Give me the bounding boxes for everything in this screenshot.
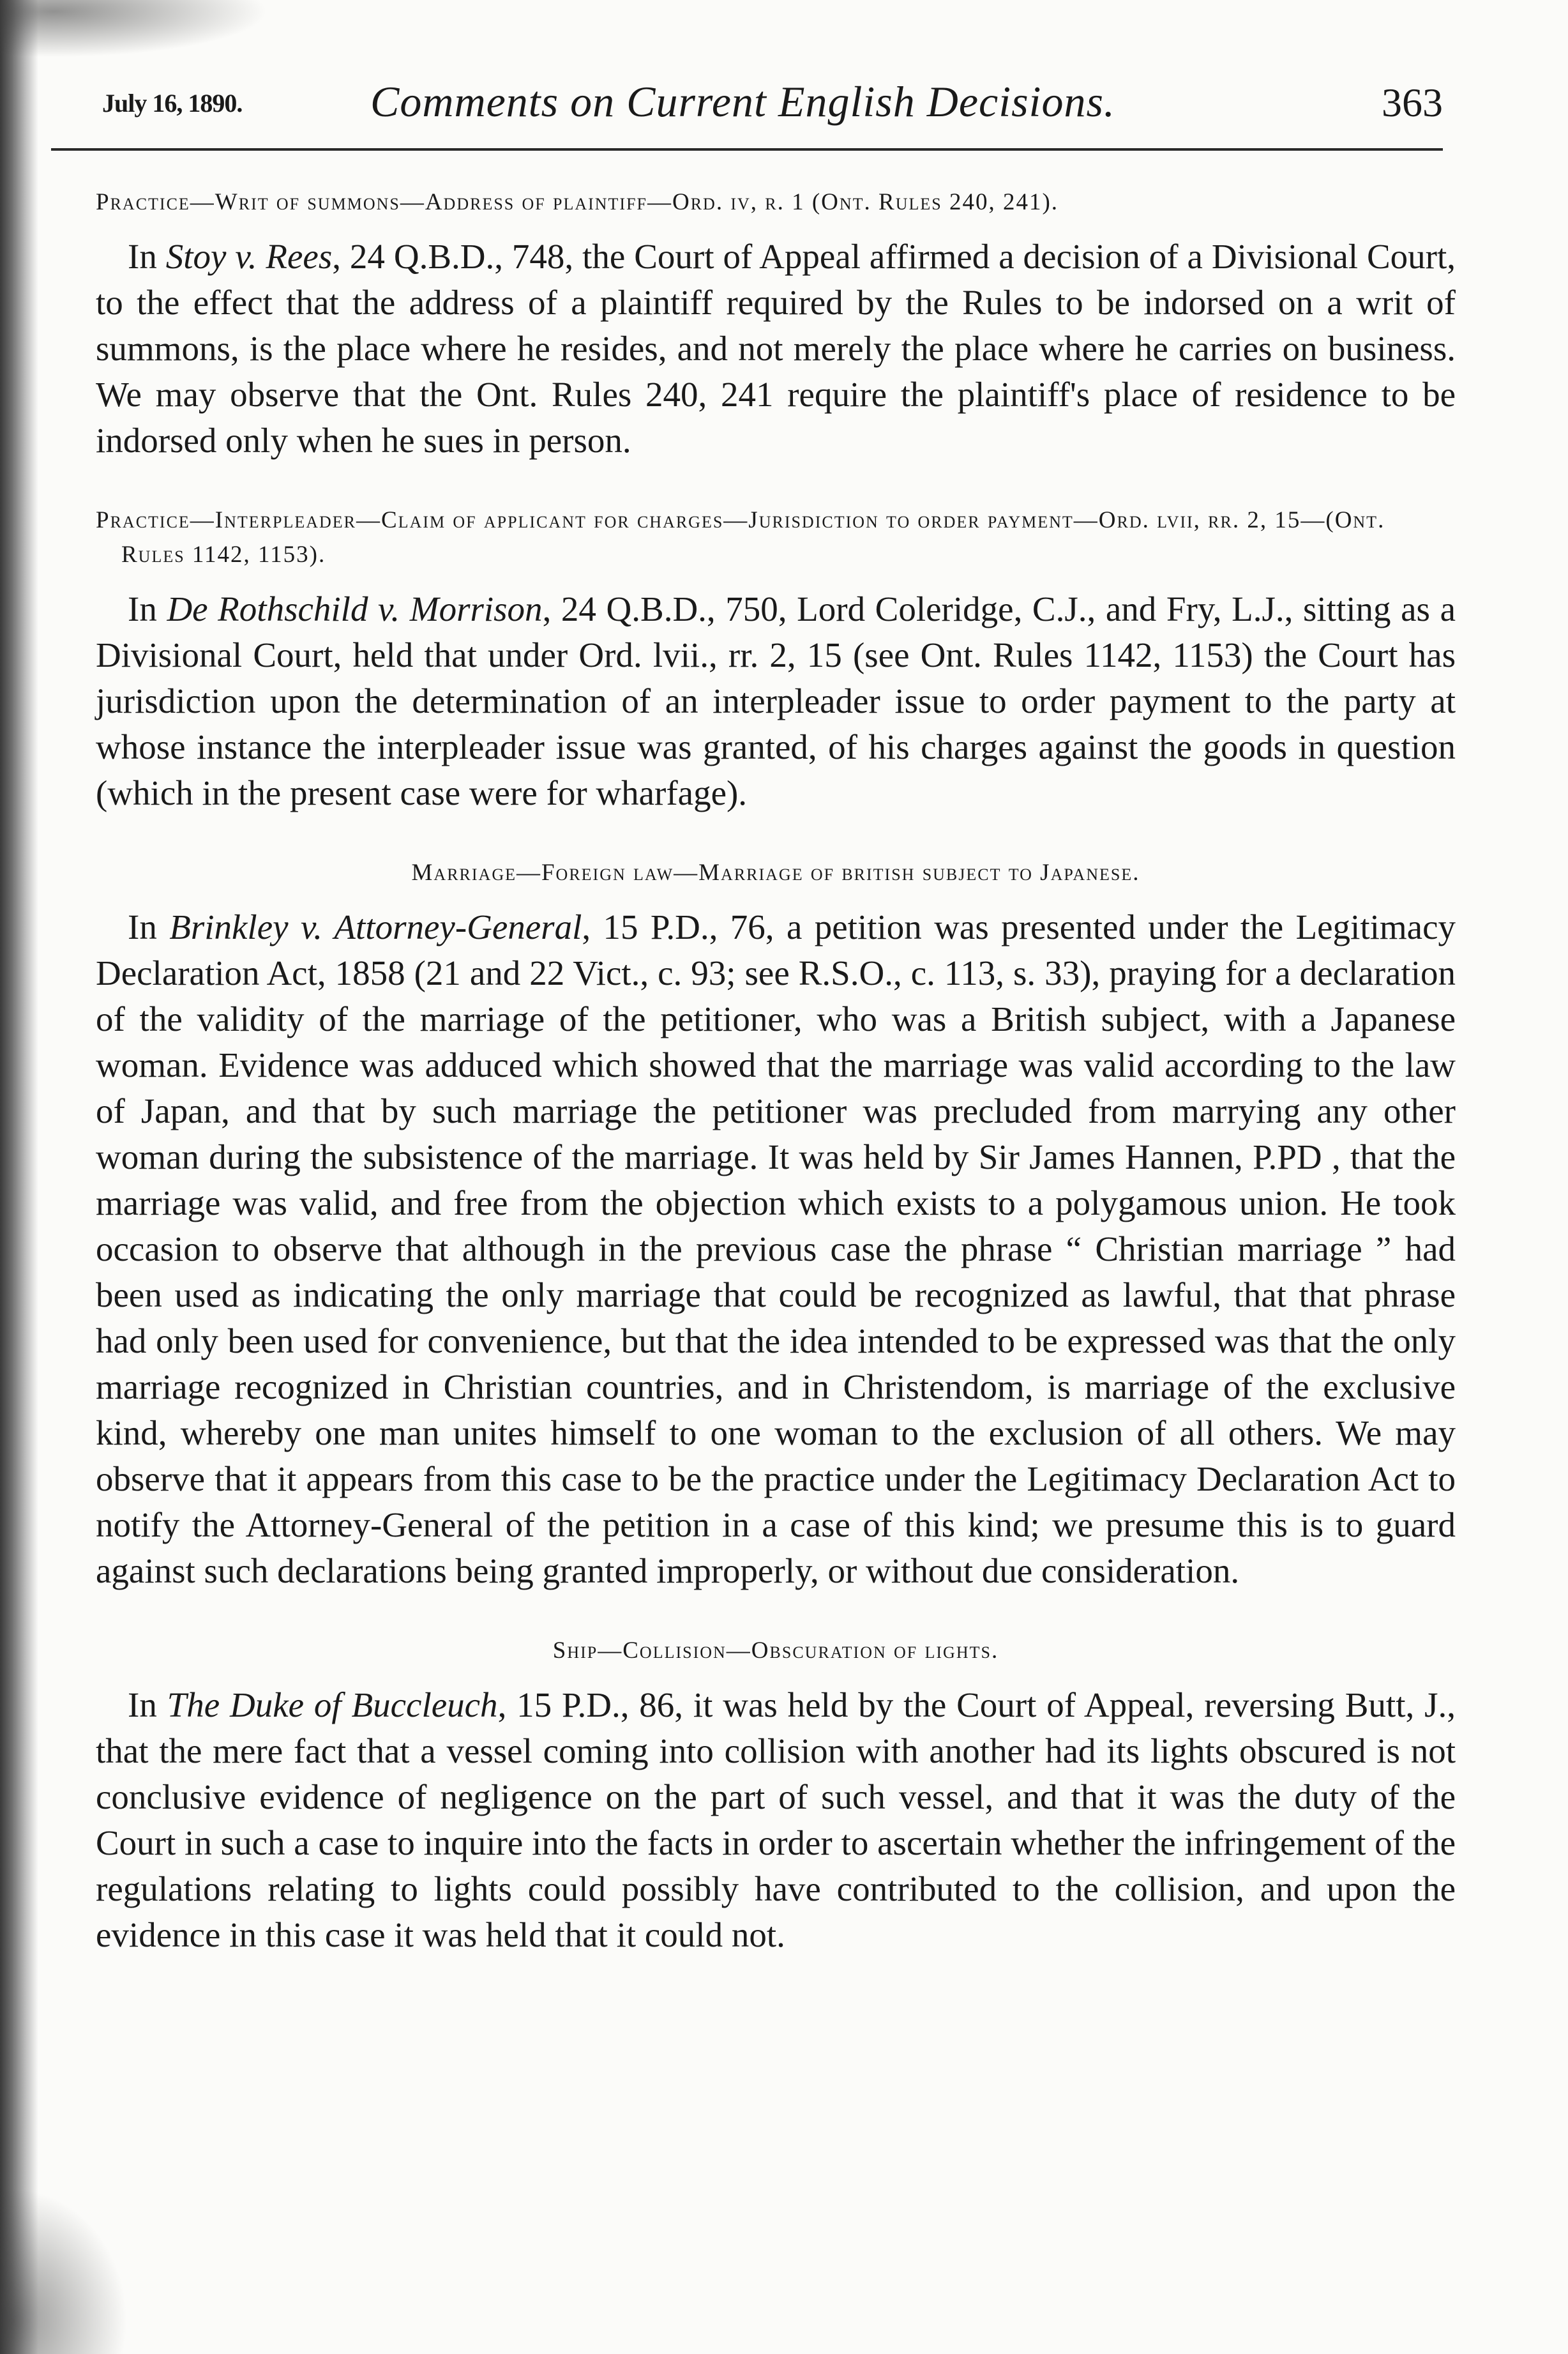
article-body bbox=[96, 185, 1456, 1998]
case-name: Stoy v. Rees bbox=[165, 237, 333, 276]
para-lead: In bbox=[128, 237, 166, 276]
para-text: , 15 P.D., 86, it was held by the Court of Appeal, reversing Butt, J., that the mere fact that a vessel coming into collision with another had its lights obscured is not conclusive evidence of negligence on the part of such vessel, and that it was the duty of the Court in such a case to inquire into the facts in order to ascertain whether the infringement of the regulations relating to lights could possibly have contributed to the collision, and upon the evidence in this case it was held that it could not. bbox=[96, 1685, 1456, 1954]
section-marriage bbox=[96, 856, 1456, 1594]
para-lead: In bbox=[128, 1685, 167, 1724]
para-text: , 24 Q.B.D., 750, Lord Coleridge, C.J., and Fry, L.J., sitting as a Divisional Court, held that under Ord. lvii., rr. 2, 15 (see Ont. Rules 1142, 1153) the Court has jurisdiction upon the determination of an interpleader issue to order payment to the party at whose instance the interpleader issue was granted, of his charges against the goods in question (which in the present case were for wharfage). bbox=[96, 589, 1456, 812]
running-head bbox=[102, 77, 1449, 153]
section-heading: Practice—Interpleader—Claim of applicant for charges—Jurisdiction to order payment—Ord. lvii, rr. 2, 15—(Ont. Rules 1142, 1153). bbox=[96, 507, 1385, 568]
section-heading: Marriage—Foreign law—Marriage of british subject to Japanese. bbox=[411, 860, 1140, 886]
para-text: , 15 P.D., 76, a petition was presented under the Legitimacy Declaration Act, 1858 (21 and 22 Vict., c. 93; see R.S.O., c. 113, s. 33), praying for a declaration of the validity of the marriage of the petitioner, who was a British subject, with a Japanese woman. Evidence was adduced which showed that the marriage was valid according to the law of Japan, and that by such marriage the petitioner was precluded from marrying any other woman during the subsistence of the marriage. It was held by Sir James Hannen, P.PD , that the marriage was valid, and free from the objection which exists to a polygamous union. He took occasion to observe that although in the previous case the phrase “ Christian marriage ” had been used as indicating the only marriage that could be recognized as lawful, that that phrase had only been used for convenience, but that the idea intended to be expressed was that the only marriage recognized in Christian countries, and in Christendom, is marriage of the exclusive kind, whereby one man unites himself to one woman to the exclusion of all others. We may observe that it appears from this case to be the practice under the Legitimacy Declaration Act to notify the Attorney-General of the petition in a case of this kind; we presume this is to guard against such declarations being granted improperly, or without due consideration. bbox=[96, 907, 1456, 1590]
section-paragraph bbox=[96, 234, 1456, 464]
para-lead: In bbox=[128, 907, 170, 946]
para-text: , 24 Q.B.D., 748, the Court of Appeal affirmed a decision of a Divisional Court, to the effect that the address of a plaintiff required by the Rules to be indorsed on a writ of summons, is the place where he resides, and not merely the place where he carries on business. We may observe that the Ont. Rules 240, 241 require the plaintiff's place of residence to be indorsed only when he sues in person. bbox=[96, 237, 1456, 460]
section-practice-writ bbox=[96, 185, 1456, 464]
binding-shadow bbox=[0, 0, 38, 2354]
section-paragraph bbox=[96, 1682, 1456, 1958]
section-paragraph bbox=[96, 586, 1456, 816]
scan-noise-top bbox=[0, 0, 268, 57]
section-ship-collision bbox=[96, 1634, 1456, 1958]
page-number: 363 bbox=[1382, 80, 1443, 125]
case-name: The Duke of Buccleuch bbox=[167, 1685, 498, 1724]
section-practice-interpleader bbox=[96, 503, 1456, 816]
scan-noise-bottom bbox=[0, 2188, 128, 2354]
running-title: Comments on Current English Decisions. bbox=[370, 77, 1115, 126]
para-lead: In bbox=[128, 589, 167, 628]
section-heading: Ship—Collision—Obscuration of lights. bbox=[552, 1637, 999, 1664]
section-paragraph bbox=[96, 904, 1456, 1594]
case-name: De Rothschild v. Morrison bbox=[167, 589, 543, 628]
header-rule bbox=[51, 148, 1443, 151]
case-name: Brinkley v. Attorney-General bbox=[169, 907, 582, 946]
issue-date: July 16, 1890. bbox=[102, 89, 243, 118]
section-heading: Practice—Writ of summons—Address of plaintiff—Ord. iv, r. 1 (Ont. Rules 240, 241). bbox=[96, 189, 1059, 215]
